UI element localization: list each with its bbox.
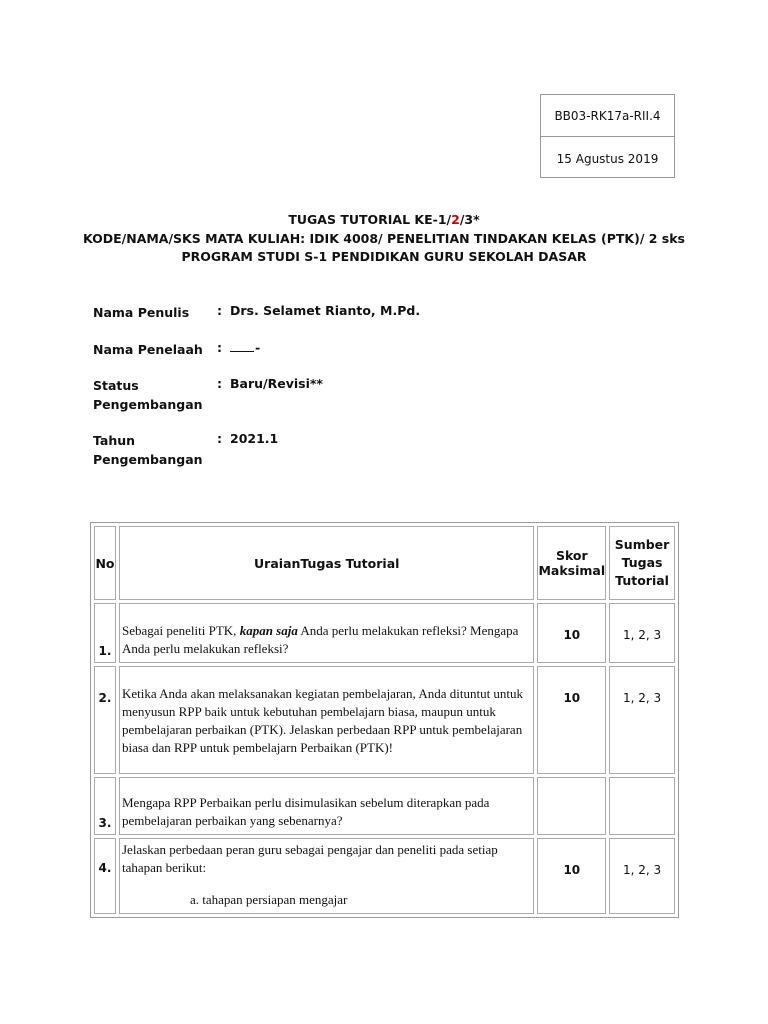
penelaah-value: - (230, 340, 260, 355)
row-question: Ketika Anda akan melaksanakan kegiatan pembelajaran, Anda dituntut untuk menyusun RPP baik untuk kebutuhan pembelajarn biasa, maupun untuk pembelajaran perbaikan (PTK). Jelaskan perbedaan RPP untuk pembelajaran biasa dan RPP untuk pembelajarn Perbaikan (PTK)! (119, 666, 534, 774)
row-sumber (609, 777, 675, 835)
tahun-label: Tahun Pengembangan (93, 433, 203, 467)
document-date: 15 Agustus 2019 (556, 152, 659, 166)
title-suffix: /3* (459, 212, 480, 227)
row-skor: 10 (537, 838, 606, 914)
header-no: No (94, 526, 116, 600)
status-label: Status Pengembangan (93, 378, 203, 412)
title-line-3: PROGRAM STUDI S-1 PENDIDIKAN GURU SEKOLAH DASAR (181, 249, 587, 264)
status-value: Baru/Revisi** (230, 376, 323, 391)
penulis-label: Nama Penulis (93, 305, 190, 320)
penelaah-blank-line (230, 341, 254, 352)
title-prefix: TUGAS TUTORIAL KE-1/ (288, 212, 452, 227)
title-line-2: KODE/NAMA/SKS MATA KULIAH: IDIK 4008/ PENELITIAN TINDAKAN KELAS (PTK)/ 2 sks (83, 231, 685, 246)
question-emphasis: kapan saja (239, 623, 298, 638)
row-sumber: 1, 2, 3 (609, 666, 675, 774)
row-sumber: 1, 2, 3 (609, 603, 675, 663)
tahun-value: 2021.1 (230, 431, 279, 446)
penelaah-colon: : (217, 340, 222, 355)
header-skor: Skor Maksimal (537, 526, 606, 600)
row-question: Sebagai peneliti PTK, kapan saja Anda perlu melakukan refleksi? Mengapa Anda perlu melakukan refleksi? (119, 603, 534, 663)
row-number: 2. (94, 666, 116, 774)
document-code-box (540, 94, 675, 178)
document-code: BB03-RK17a-RII.4 (554, 109, 661, 123)
table-row (94, 777, 675, 835)
table-row (94, 603, 675, 663)
title-line-1 (0, 212, 768, 227)
penulis-colon: : (217, 303, 222, 318)
row-number: 3. (94, 777, 116, 835)
question-sub-item: a. tahapan persiapan mengajar (189, 892, 348, 907)
penulis-value: Drs. Selamet Rianto, M.Pd. (230, 303, 421, 318)
table-row (94, 666, 675, 774)
tahun-colon: : (217, 431, 222, 446)
table-row (94, 838, 675, 914)
title-highlight: 2 (451, 212, 460, 227)
table-header-row (94, 526, 675, 600)
row-question: Jelaskan perbedaan peran guru sebagai pengajar dan peneliti pada setiap tahapan berikut: a. tahapan persiapan mengajar (119, 838, 534, 914)
row-skor: 10 (537, 603, 606, 663)
row-sumber: 1, 2, 3 (609, 838, 675, 914)
header-sumber: Sumber Tugas Tutorial (609, 526, 675, 600)
code-box-divider (541, 136, 674, 137)
row-question: Mengapa RPP Perbaikan perlu disimulasikan sebelum diterapkan pada pembelajaran perbaikan yang sebenarnya? (119, 777, 534, 835)
row-skor (537, 777, 606, 835)
row-number: 1. (94, 603, 116, 663)
header-uraian: UraianTugas Tutorial (119, 526, 534, 600)
row-number: 4. (94, 838, 116, 914)
tutorial-task-table (90, 522, 679, 918)
row-skor: 10 (537, 666, 606, 774)
penelaah-label: Nama Penelaah (93, 342, 203, 357)
status-colon: : (217, 376, 222, 391)
